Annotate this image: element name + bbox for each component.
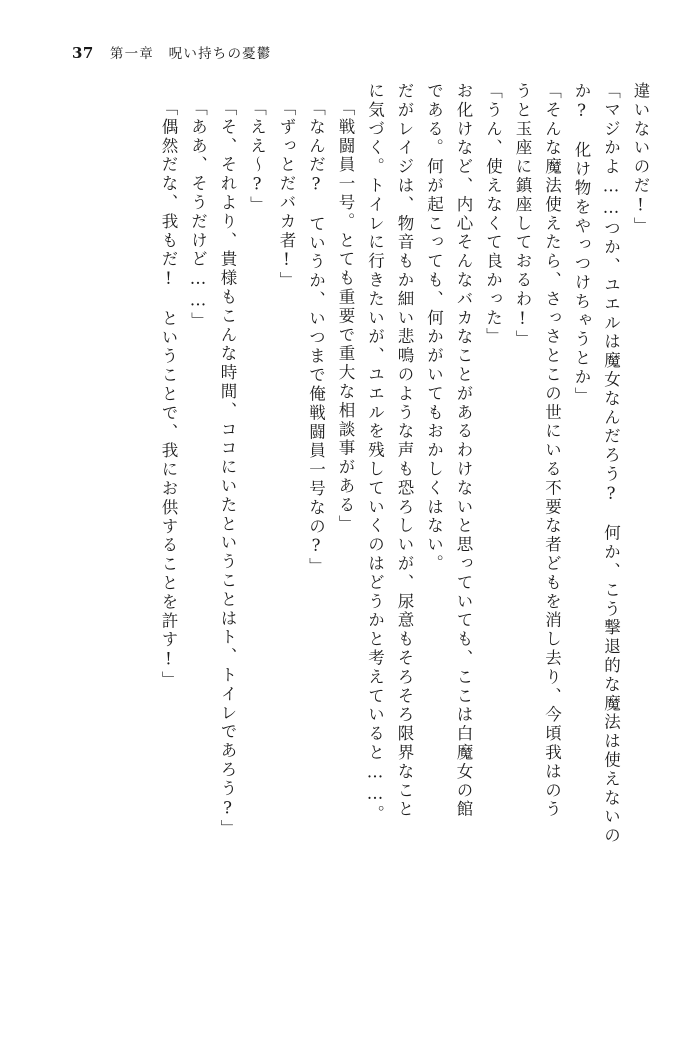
text-column: 「そんな魔法使えたら、さっさとこの世にいる不要な者どもを消し去り、今頃我はのう <box>542 82 562 820</box>
text-column: 「ずっとだバカ者!」 <box>277 99 296 291</box>
chapter-title: 第一章 呪い持ちの憂鬱 <box>109 46 272 62</box>
page-number: 37 <box>72 44 94 62</box>
text-column: 「マジかよ……つか、ユエルは魔女なんだろう? 何か、こう撃退的な魔法は使えないの <box>601 82 621 846</box>
text-column: 「偶然だな、我もだ! ということで、我にお供することを許す!」 <box>159 99 178 690</box>
text-column: 「ああ、そうだけど……」 <box>188 99 208 331</box>
text-column: だがレイジは、物音もか細い悲鳴のような声も恐ろしいが、尿意もそろそろ限界なこと <box>395 82 414 820</box>
text-column: である。何が起こっても、何かがいてもおかしくはない。 <box>424 82 444 574</box>
text-column: か? 化け物をやっつけちゃうとか」 <box>572 82 591 406</box>
vertical-text-body <box>52 82 648 1012</box>
text-column: 違いないのだ!」 <box>631 82 650 236</box>
text-column: 「うん、使えなくて良かった」 <box>483 82 503 347</box>
text-column: 「そ、それより、貴様もこんな時間、ココにいたということはト、トイレであろう?」 <box>218 99 237 839</box>
text-column: 「なんだ? ていうか、いつまで俺戦闘員一号なの?」 <box>306 99 326 577</box>
text-column: 「戦闘員一号。とても重要で重大な相談事がある」 <box>336 99 355 534</box>
text-column: お化けなど、内心そんなバカなことがあるわけないと思っていても、ここは白魔女の館 <box>454 82 473 820</box>
running-head <box>72 42 272 62</box>
text-column: に気づく。トイレに行きたいが、ユエルを残していくのはどうかと考えていると……。 <box>365 82 385 825</box>
text-column: 「ええ～?」 <box>247 99 267 215</box>
text-column: うと玉座に鎮座しておるわ!」 <box>513 82 532 350</box>
